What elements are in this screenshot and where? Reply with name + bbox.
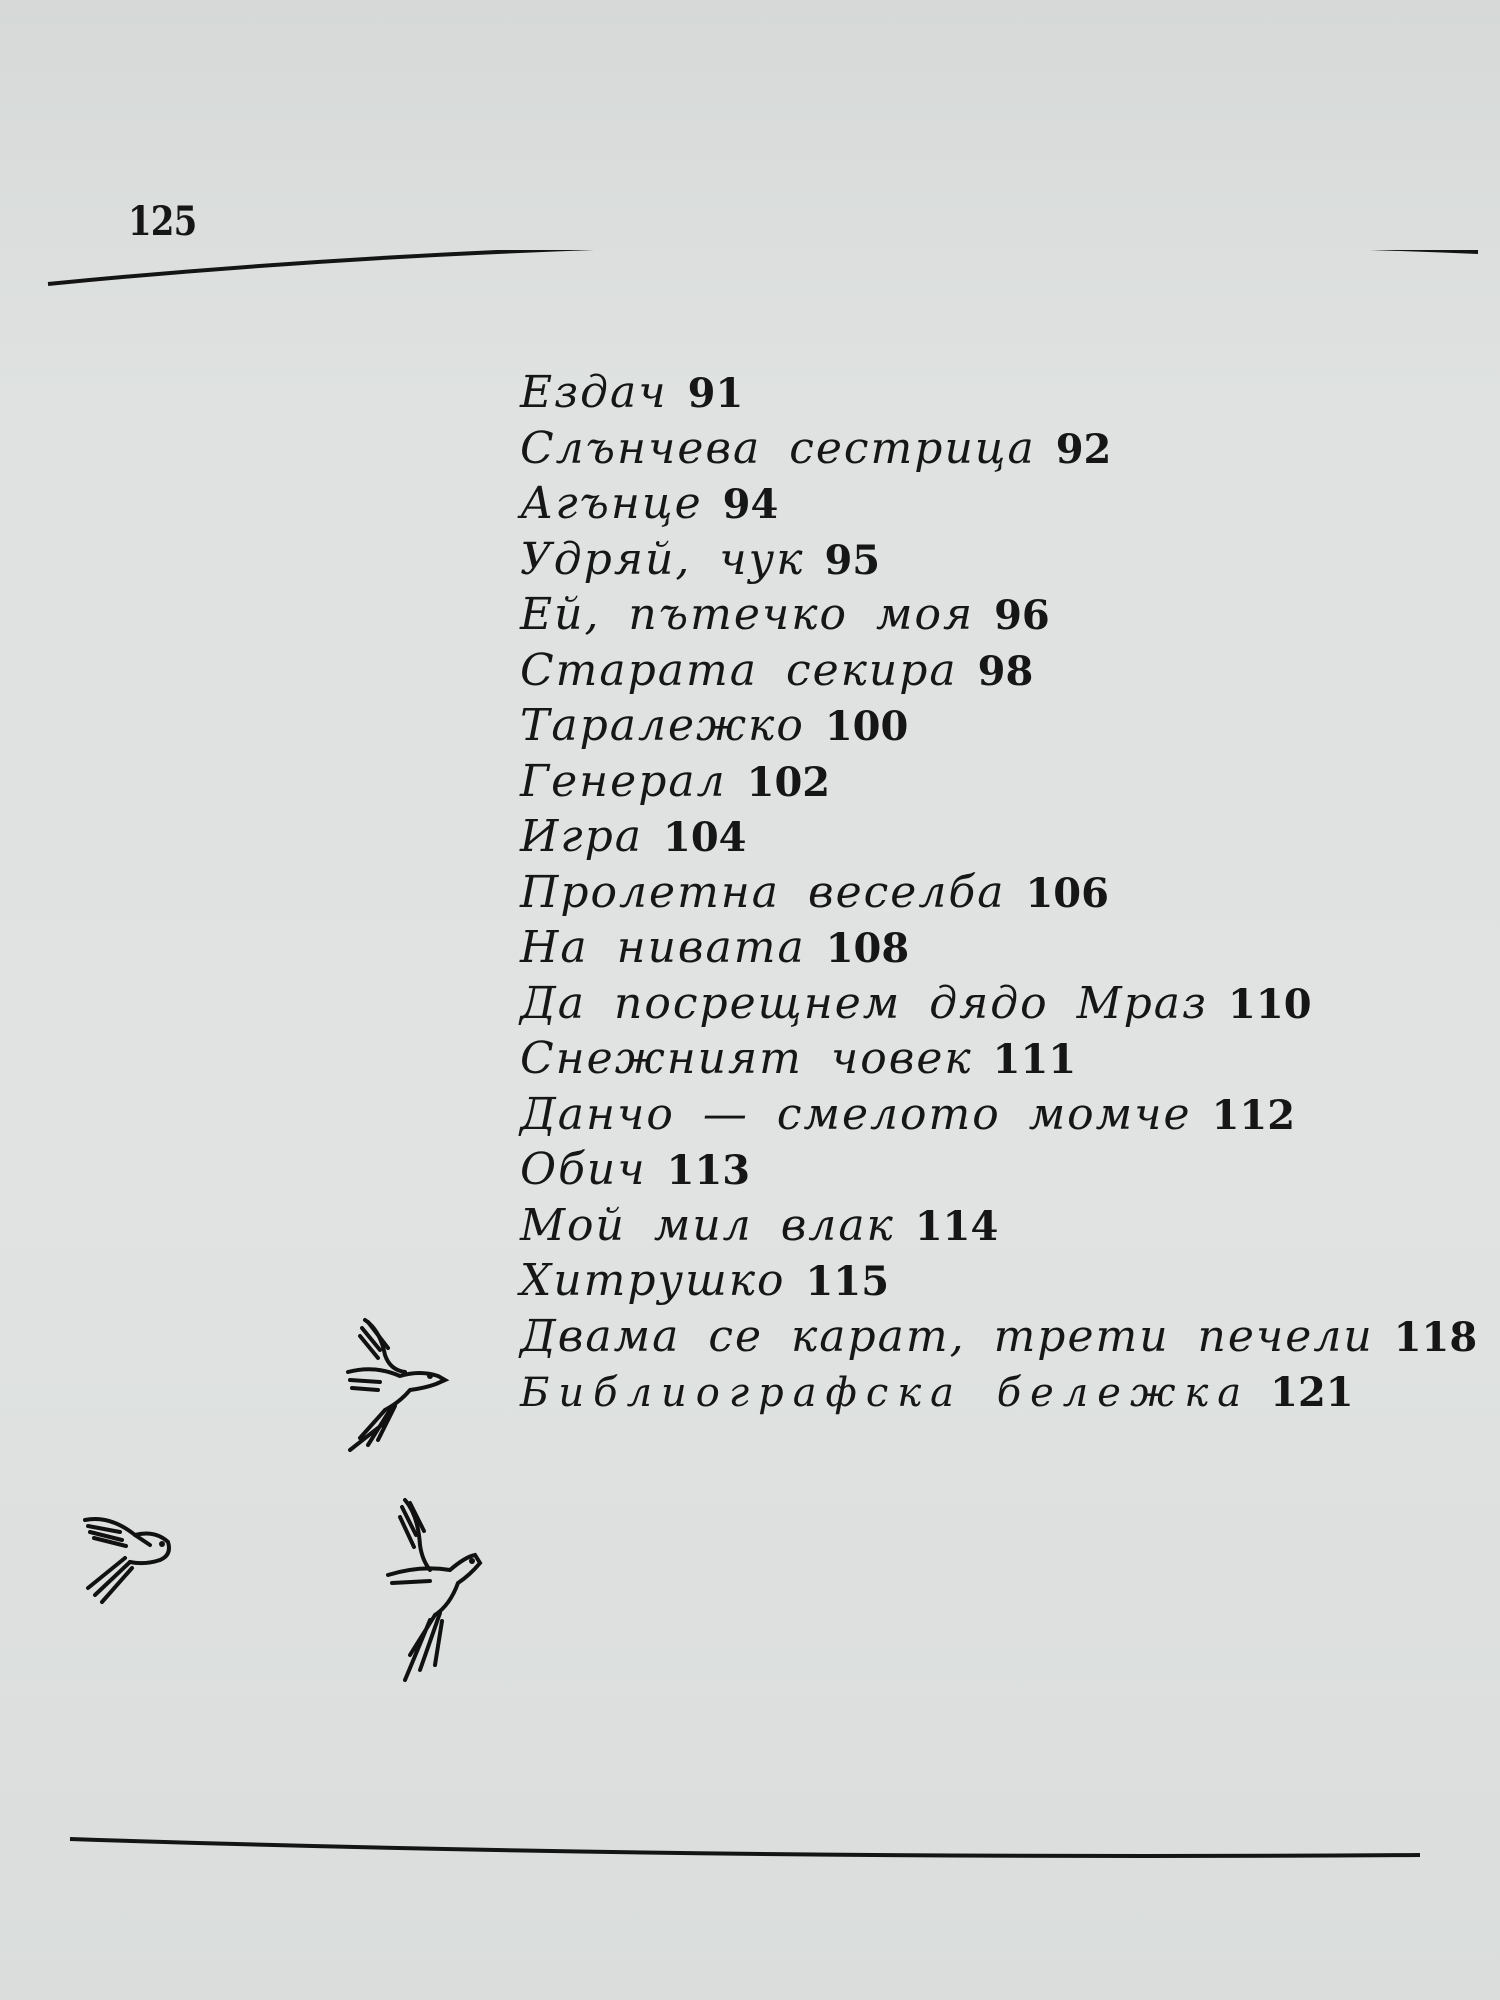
toc-entry [520, 920, 1477, 976]
toc-entry-title: Снежният човек [520, 1033, 973, 1084]
toc-entry-page: 113 [666, 1147, 751, 1194]
toc-entry-page: 96 [994, 592, 1050, 639]
toc-entry [520, 587, 1477, 643]
toc-entry [520, 365, 1477, 421]
toc-entry-page: 111 [992, 1036, 1077, 1083]
table-of-contents [520, 365, 1477, 1420]
toc-entry-page: 121 [1270, 1369, 1354, 1416]
toc-entry [520, 1253, 1477, 1309]
toc-entry [520, 421, 1477, 477]
toc-entry-title: Мой мил влак [520, 1199, 895, 1251]
toc-entry [520, 809, 1477, 865]
toc-entry-title: Ей, пътечко моя [520, 589, 975, 640]
bird-icon [380, 1495, 490, 1685]
toc-entry [520, 1087, 1477, 1143]
toc-entry-page: 106 [1025, 869, 1109, 917]
toc-entry-title: Данчо — смелото момче [520, 1088, 1192, 1140]
toc-entry [520, 976, 1477, 1032]
toc-entry-title: Удряй, чук [520, 533, 805, 585]
toc-entry-page: 110 [1228, 980, 1312, 1028]
toc-entry-title: Обич [520, 1144, 647, 1195]
toc-entry [520, 698, 1477, 754]
page-number: 125 [128, 198, 197, 245]
toc-entry-title: Хитрушко [520, 1255, 786, 1306]
toc-entry-page: 112 [1211, 1091, 1296, 1139]
toc-entry-title: Да посрещнем дядо Мраз [520, 977, 1209, 1029]
toc-entry [520, 754, 1477, 810]
toc-entry [520, 532, 1477, 588]
toc-entry-page: 104 [663, 814, 747, 861]
toc-entry-page: 102 [746, 758, 831, 806]
toc-entry-title: Таралежко [520, 700, 805, 751]
toc-entry [520, 476, 1477, 532]
toc-entry-title: Пролетна веселба [520, 866, 1006, 918]
bird-icon [80, 1510, 180, 1610]
bird-icon [340, 1310, 460, 1460]
toc-entry-page: 98 [977, 647, 1034, 695]
toc-entry-title: Игра [520, 811, 644, 862]
toc-entry-title: На нивата [520, 922, 806, 973]
top-rule [0, 250, 1500, 310]
toc-entry [520, 1142, 1477, 1198]
toc-entry-title: Старата секира [520, 644, 958, 696]
toc-entry-page: 91 [687, 370, 744, 417]
toc-entry-page: 115 [805, 1258, 890, 1305]
toc-entry-page: 94 [722, 481, 779, 528]
toc-entry [520, 1031, 1477, 1087]
toc-entry [520, 1364, 1477, 1420]
toc-entry-page: 100 [824, 703, 909, 750]
toc-entry-title: Библиографска бележка [520, 1370, 1251, 1416]
toc-entry-page: 95 [824, 536, 881, 584]
toc-entry-page: 92 [1055, 425, 1112, 473]
toc-entry-title: Ездач [520, 367, 668, 418]
toc-entry-title: Генерал [520, 755, 727, 807]
toc-entry-page: 114 [914, 1202, 999, 1250]
toc-entry [520, 865, 1477, 921]
toc-entry-title: Агънце [520, 478, 703, 529]
toc-entry-title: Двама се карат, трети печели [520, 1310, 1374, 1362]
toc-entry [520, 643, 1477, 699]
toc-entry-page: 118 [1393, 1313, 1478, 1361]
toc-entry [520, 1309, 1477, 1365]
toc-entry-title: Слънчева сестрица [520, 422, 1036, 474]
bottom-rule [0, 1815, 1500, 1875]
toc-entry [520, 1198, 1477, 1254]
toc-entry-page: 108 [825, 925, 910, 972]
